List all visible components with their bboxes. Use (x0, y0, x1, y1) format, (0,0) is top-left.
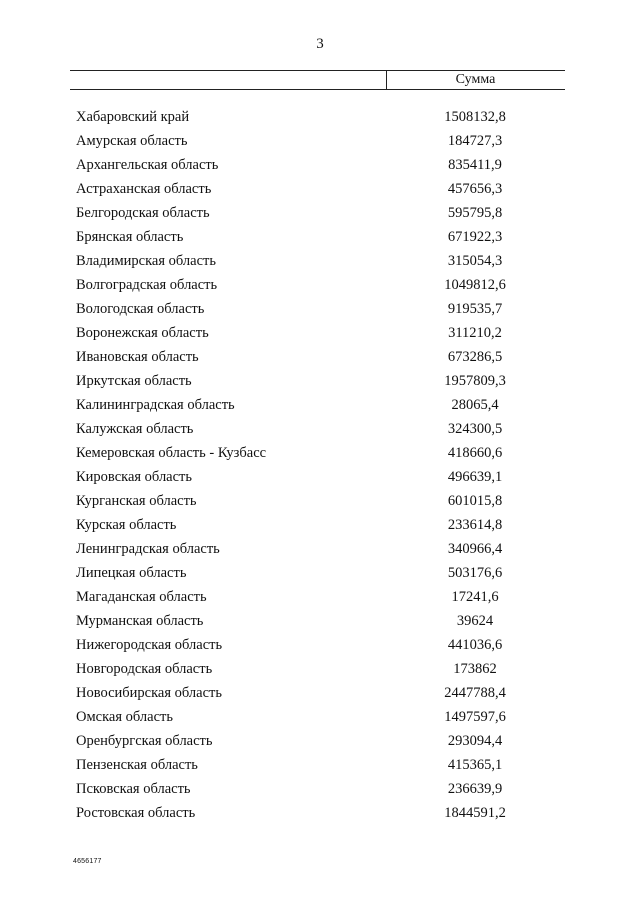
region-amount: 1844591,2 (444, 805, 506, 821)
region-amount: 595795,8 (447, 205, 503, 221)
region-name: Кемеровская область - Кузбасс (76, 445, 267, 461)
region-name: Белгородская область (76, 205, 210, 221)
region-amount: 28065,4 (451, 397, 499, 413)
region-name: Кировская область (76, 469, 193, 485)
table-row (0, 444, 640, 468)
table-row (0, 156, 640, 180)
table-row (0, 132, 640, 156)
region-amount: 236639,9 (447, 781, 503, 797)
table-row (0, 252, 640, 276)
region-amount: 415365,1 (447, 757, 503, 773)
table-row (0, 756, 640, 780)
region-amount: 1049812,6 (444, 277, 506, 293)
region-name: Астраханская область (76, 181, 212, 197)
region-amount: 233614,8 (447, 517, 503, 533)
region-amount: 173862 (453, 661, 497, 677)
region-name: Ростовская область (76, 805, 196, 821)
region-name: Пензенская область (76, 757, 198, 773)
amount-column-header: Сумма (455, 72, 496, 87)
region-amount: 457656,3 (447, 181, 503, 197)
table-row (0, 540, 640, 564)
region-name: Иркутская область (76, 373, 192, 389)
table-row (0, 660, 640, 684)
table-header (70, 70, 565, 89)
table-row (0, 108, 640, 132)
region-name: Новгородская область (76, 661, 213, 677)
region-name: Брянская область (76, 229, 184, 245)
region-amount: 496639,1 (447, 469, 503, 485)
table-row (0, 492, 640, 516)
region-name: Новосибирская область (76, 685, 222, 701)
region-amount: 601015,8 (447, 493, 503, 509)
region-amount: 1508132,8 (444, 109, 506, 125)
region-amount: 315054,3 (447, 253, 503, 269)
document-code: 4656177 (73, 858, 102, 865)
table-row (0, 588, 640, 612)
table-row (0, 228, 640, 252)
region-name: Владимирская область (76, 253, 216, 269)
page-number: 3 (316, 36, 324, 52)
region-name: Архангельская область (76, 157, 219, 173)
region-name: Ивановская область (76, 349, 199, 365)
table-row (0, 204, 640, 228)
region-name: Омская область (76, 709, 173, 725)
table-row (0, 636, 640, 660)
header-rule-top (70, 70, 565, 71)
table-row (0, 780, 640, 804)
region-amount: 293094,4 (447, 733, 503, 749)
region-name: Магаданская область (76, 589, 207, 605)
table-row (0, 732, 640, 756)
region-name: Курская область (76, 517, 177, 533)
region-name: Калужская область (76, 421, 194, 437)
table-row (0, 324, 640, 348)
region-amount: 340966,4 (447, 541, 503, 557)
table-row (0, 348, 640, 372)
region-name: Вологодская область (76, 301, 205, 317)
table-row (0, 684, 640, 708)
region-name: Курганская область (76, 493, 197, 509)
region-amount: 835411,9 (448, 157, 502, 173)
region-amount: 311210,2 (448, 325, 502, 341)
table-body (0, 108, 640, 828)
region-name: Калининградская область (76, 397, 235, 413)
table-row (0, 372, 640, 396)
table-row (0, 276, 640, 300)
table-row (0, 180, 640, 204)
table-row (0, 516, 640, 540)
table-row (0, 300, 640, 324)
region-amount: 673286,5 (447, 349, 503, 365)
table-row (0, 420, 640, 444)
region-name: Хабаровский край (76, 109, 190, 125)
region-name: Воронежская область (76, 325, 209, 341)
table-row (0, 396, 640, 420)
region-amount: 184727,3 (447, 133, 503, 149)
region-amount: 919535,7 (447, 301, 503, 317)
table-row (0, 468, 640, 492)
region-amount: 503176,6 (447, 565, 503, 581)
region-amount: 2447788,4 (444, 685, 506, 701)
region-name: Псковская область (76, 781, 191, 797)
table-row (0, 708, 640, 732)
region-amount: 1497597,6 (444, 709, 506, 725)
region-name: Волгоградская область (76, 277, 218, 293)
region-name: Оренбургская область (76, 733, 213, 749)
region-amount: 324300,5 (447, 421, 503, 437)
region-amount: 39624 (456, 613, 494, 629)
region-name: Ленинградская область (76, 541, 220, 557)
region-amount: 671922,3 (447, 229, 503, 245)
region-amount: 418660,6 (447, 445, 503, 461)
region-name: Амурская область (76, 133, 188, 149)
table-row (0, 564, 640, 588)
region-name: Мурманская область (76, 613, 204, 629)
region-amount: 441036,6 (447, 637, 503, 653)
header-rule-bottom (70, 89, 565, 90)
table-row (0, 612, 640, 636)
table-row (0, 804, 640, 828)
region-amount: 1957809,3 (444, 373, 506, 389)
region-name: Липецкая область (76, 565, 187, 581)
region-name: Нижегородская область (76, 637, 223, 653)
region-amount: 17241,6 (451, 589, 499, 605)
